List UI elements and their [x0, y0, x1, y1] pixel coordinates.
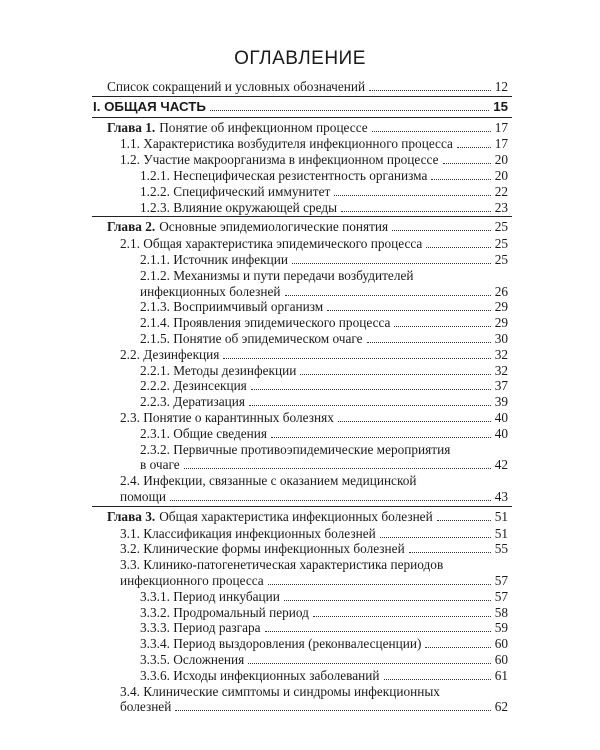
toc-entry-title: 1.2.1. Неспецифическая резистентность организма — [140, 168, 428, 183]
toc-entry[interactable] — [120, 573, 508, 589]
toc-entry[interactable] — [107, 219, 508, 235]
leader-dots — [170, 500, 491, 501]
page-number: 20 — [494, 168, 508, 183]
toc-entry-title: 2.1.4. Проявления эпидемического процесса — [140, 315, 391, 331]
toc-entry[interactable] — [107, 509, 508, 525]
toc-entry-title: в очаге — [140, 457, 180, 473]
toc-entry-title: 2.1.5. Понятие об эпидемическом очаге — [140, 331, 363, 346]
toc-entry-title: 1.2. Участие макроорганизма в инфекционном процессе — [120, 152, 439, 168]
leader-dots — [443, 163, 491, 164]
leader-dots — [327, 310, 490, 311]
toc-entry[interactable] — [140, 426, 508, 442]
page-number: 26 — [494, 283, 508, 299]
toc-entry[interactable] — [140, 620, 508, 636]
toc-entry-title: инфекционных болезней — [140, 283, 281, 299]
toc-entry-title: Общая характеристика инфекционных болезней — [159, 508, 433, 524]
leader-dots — [300, 374, 490, 375]
leader-dots — [426, 247, 490, 248]
toc-entry-title: 2.1.3. Восприимчивый организм — [140, 299, 324, 315]
toc-entry-title: 2.2.3. Дератизация — [140, 394, 246, 410]
toc-entry-title: Основные эпидемиологические понятия — [159, 219, 389, 235]
page-number: 51 — [494, 525, 508, 541]
leader-dots — [268, 584, 491, 585]
toc-entry[interactable] — [140, 168, 508, 184]
page-number: 23 — [494, 199, 508, 215]
leader-dots — [394, 326, 490, 327]
page-number: 15 — [493, 98, 508, 114]
toc-entry-title: 2.2. Дезинфекция — [120, 346, 220, 362]
page-number: 57 — [494, 588, 508, 604]
toc-entry-title[interactable]: 2.4. Инфекции, связанные с оказанием медицинской — [120, 473, 417, 489]
toc-entry-title: Список сокращений и условных обозначений — [107, 79, 366, 94]
leader-dots — [184, 468, 491, 469]
toc-entry-title: 3.3.3. Период разгара — [140, 620, 261, 636]
toc-entry[interactable] — [140, 589, 508, 605]
page-number: 32 — [494, 362, 508, 378]
section-divider — [92, 96, 512, 97]
toc-entry[interactable] — [140, 252, 508, 268]
toc-entry-title: 2.2.1. Методы дезинфекции — [140, 362, 297, 378]
leader-dots — [384, 679, 491, 680]
toc-entry-title: помощи — [120, 489, 166, 504]
toc-entry[interactable] — [107, 120, 508, 136]
leader-dots — [248, 663, 490, 664]
leader-dots — [367, 342, 491, 343]
chapter-label: Глава 1. — [107, 119, 156, 135]
toc-entry[interactable] — [140, 363, 508, 379]
toc-entry[interactable] — [140, 331, 508, 347]
toc-entry[interactable] — [120, 489, 508, 505]
leader-dots — [409, 552, 491, 553]
toc-entry[interactable] — [140, 284, 508, 300]
page-title: ОГЛАВЛЕНИЕ — [234, 48, 366, 69]
leader-dots — [369, 90, 491, 91]
toc-entry[interactable] — [120, 410, 508, 426]
leader-dots — [285, 295, 491, 296]
page-number: 60 — [494, 652, 508, 667]
leader-dots — [457, 147, 491, 148]
page-number: 40 — [494, 410, 508, 425]
page-number: 30 — [494, 331, 508, 346]
toc-entry-title: 1.2.3. Влияние окружающей среды — [140, 199, 338, 215]
toc-entry[interactable] — [140, 605, 508, 621]
page-number: 57 — [494, 573, 508, 588]
toc-entry-title[interactable]: 3.4. Клинические симптомы и синдромы инфекционных — [120, 683, 440, 699]
toc-entry-title: 1.2.2. Специфический иммунитет — [140, 183, 331, 199]
toc-entry[interactable] — [140, 394, 508, 410]
leader-dots — [425, 647, 490, 648]
toc-entry-title: 3.3.2. Продромальный период — [140, 604, 309, 620]
toc-entry-title: 3.3.4. Период выздоровления (реконвалесценции) — [140, 636, 422, 652]
toc-entry[interactable] — [107, 79, 508, 95]
toc-entry[interactable] — [140, 200, 508, 216]
toc-entry[interactable] — [93, 99, 508, 115]
page-number: 58 — [494, 604, 508, 620]
page-number: 39 — [494, 394, 508, 410]
toc-entry-title: инфекционного процесса — [120, 573, 264, 588]
toc-entry-title: 2.1.1. Источник инфекции — [140, 252, 288, 267]
leader-dots — [265, 631, 491, 632]
toc-entry[interactable] — [120, 526, 508, 542]
leader-dots — [223, 358, 490, 359]
page-number: 37 — [494, 378, 508, 394]
toc-entry-title[interactable]: 3.3. Клинико-патогенетическая характеристика периодов — [120, 557, 444, 573]
toc-entry[interactable] — [120, 236, 508, 252]
leader-dots — [338, 421, 491, 422]
toc-entry[interactable] — [140, 636, 508, 652]
section-divider — [92, 506, 512, 507]
leader-dots — [380, 537, 491, 538]
toc-entry[interactable] — [140, 378, 508, 394]
page-number: 62 — [494, 699, 508, 715]
leader-dots — [271, 437, 491, 438]
page-number: 55 — [494, 541, 508, 557]
toc-entry[interactable] — [140, 457, 508, 473]
page-number: 22 — [494, 183, 508, 199]
page-number: 40 — [494, 425, 508, 441]
toc-entry-title: 3.2. Клинические формы инфекционных болезней — [120, 541, 405, 557]
leader-dots — [251, 389, 491, 390]
toc-entry-title: Понятие об инфекционном процессе — [159, 119, 368, 135]
leader-dots — [313, 616, 491, 617]
leader-dots — [210, 110, 489, 111]
page-number: 29 — [494, 315, 508, 331]
page-number: 12 — [494, 79, 508, 94]
page-number: 25 — [494, 236, 508, 252]
section-divider — [92, 117, 512, 118]
chapter-label: Глава 3. — [107, 508, 156, 524]
toc-entry-title: 1.1. Характеристика возбудителя инфекционного процесса — [120, 136, 453, 152]
page-number: 25 — [494, 252, 508, 267]
toc-entry[interactable] — [120, 541, 508, 557]
toc-entry-title: 3.3.6. Исходы инфекционных заболеваний — [140, 667, 380, 683]
toc-entry[interactable] — [120, 347, 508, 363]
toc-entry[interactable] — [140, 668, 508, 684]
toc-entry[interactable] — [120, 699, 508, 715]
toc-entry[interactable] — [140, 652, 508, 668]
toc-entry-title: 2.3. Понятие о карантинных болезнях — [120, 410, 334, 425]
page-number: 51 — [494, 508, 508, 524]
page-number: 20 — [494, 152, 508, 168]
page-number: 32 — [494, 346, 508, 362]
section-divider — [92, 216, 512, 217]
leader-dots — [284, 600, 491, 601]
toc-entry[interactable] — [140, 315, 508, 331]
leader-dots — [437, 520, 491, 521]
page-number: 43 — [494, 489, 508, 504]
toc-entry-title[interactable]: 2.1.2. Механизмы и пути передачи возбудителей — [140, 267, 414, 283]
toc-entry[interactable] — [140, 299, 508, 315]
leader-dots — [175, 710, 490, 711]
chapter-label: Глава 2. — [107, 219, 156, 235]
leader-dots — [249, 405, 491, 406]
toc-entry[interactable] — [120, 136, 508, 152]
toc-entry-title: I. ОБЩАЯ ЧАСТЬ — [93, 98, 206, 114]
toc-entry-title: болезней — [120, 699, 172, 715]
page-number: 25 — [494, 219, 508, 235]
leader-dots — [431, 179, 490, 180]
page-number: 42 — [494, 457, 508, 473]
page-number: 17 — [494, 119, 508, 135]
page-number: 29 — [494, 299, 508, 315]
toc-entry-title: 2.1. Общая характеристика эпидемического процесса — [120, 236, 423, 252]
toc-entry[interactable] — [120, 152, 508, 168]
page-number: 17 — [494, 136, 508, 152]
leader-dots — [292, 263, 491, 264]
toc-entry-title: 3.3.1. Период инкубации — [140, 588, 280, 604]
toc-entry[interactable] — [140, 184, 508, 200]
toc-entry-title: 3.3.5. Осложнения — [140, 652, 245, 667]
page-number: 59 — [494, 620, 508, 636]
leader-dots — [334, 195, 490, 196]
leader-dots — [341, 211, 491, 212]
toc-entry-title: 2.3.1. Общие сведения — [140, 425, 268, 441]
toc-entry-title: 2.2.2. Дезинсекция — [140, 378, 247, 394]
leader-dots — [372, 131, 491, 132]
page-number: 60 — [494, 636, 508, 652]
leader-dots — [392, 230, 491, 231]
toc-entry-title: 3.1. Классификация инфекционных болезней — [120, 525, 376, 541]
page-number: 61 — [494, 667, 508, 683]
toc-entry-title[interactable]: 2.3.2. Первичные противоэпидемические мероприятия — [140, 441, 451, 457]
